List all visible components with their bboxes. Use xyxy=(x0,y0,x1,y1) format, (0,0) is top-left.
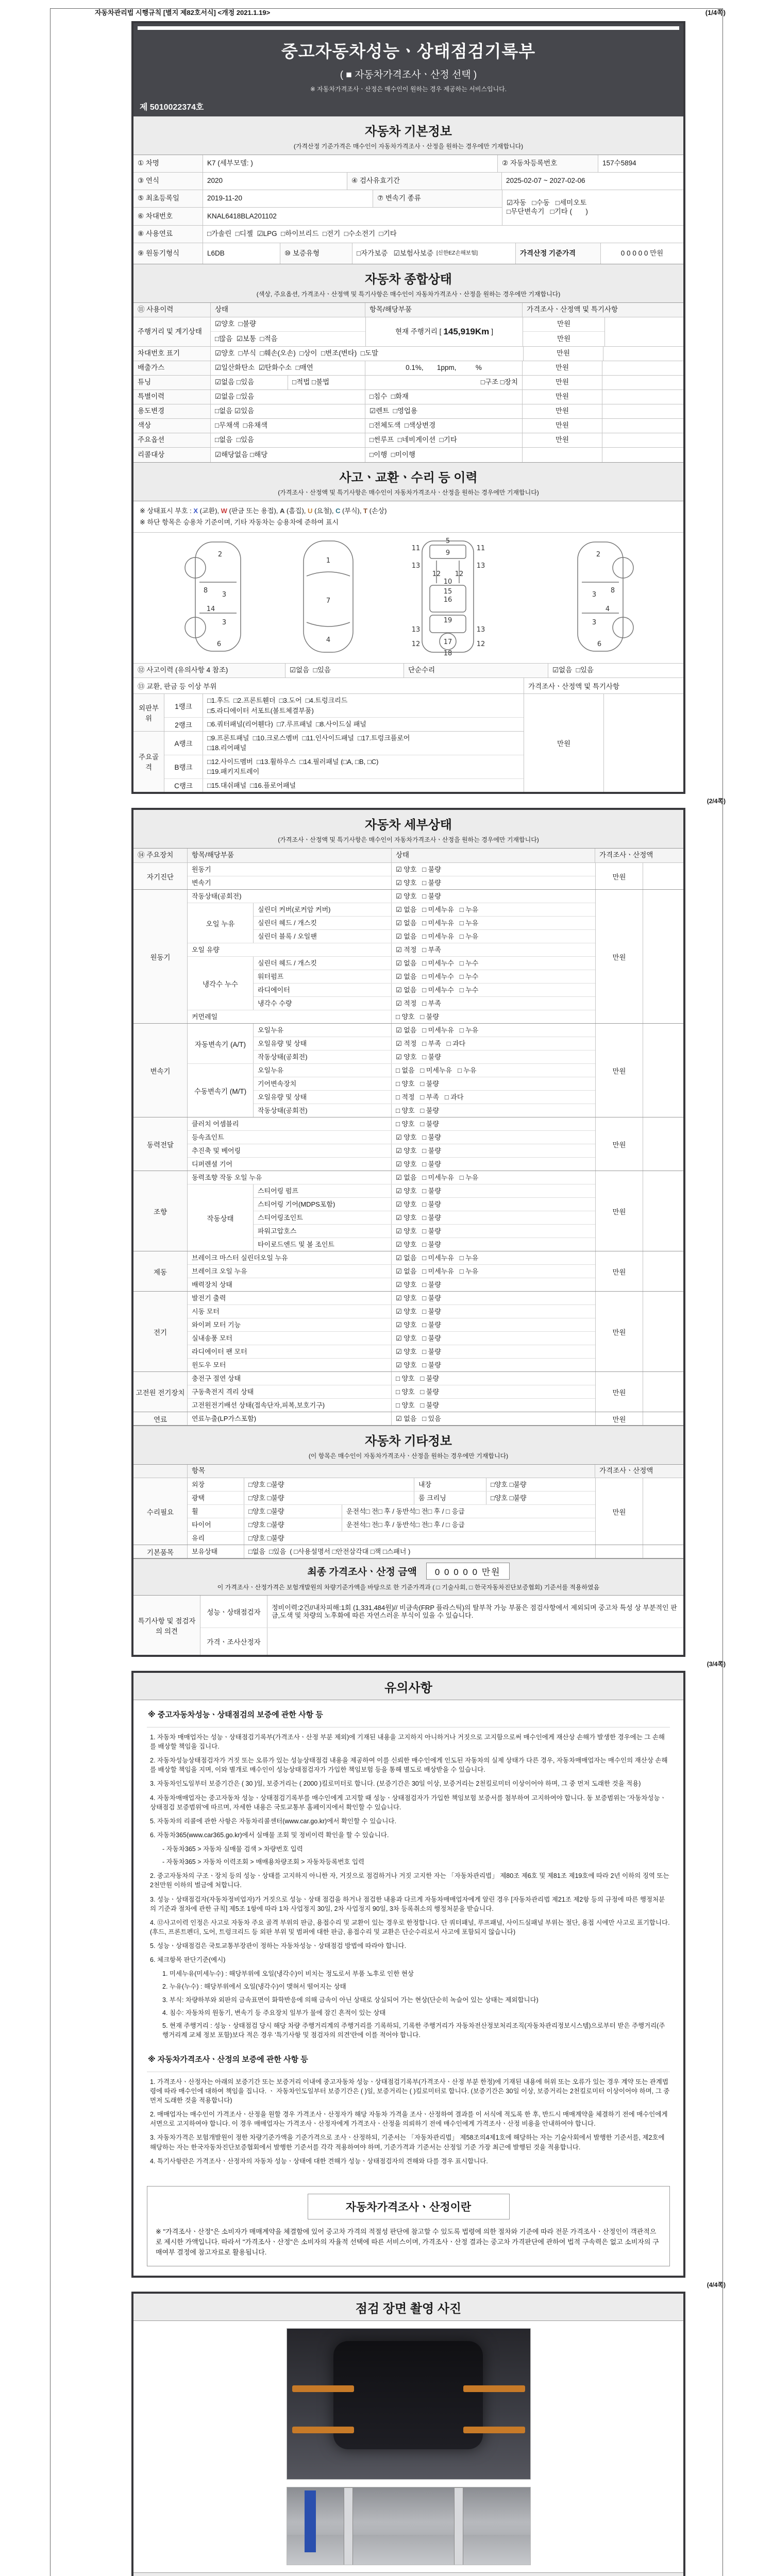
rank-label: 2랭크 xyxy=(164,718,203,731)
svg-text:2: 2 xyxy=(596,551,601,559)
transmission-checkboxes-2: □무단변속기 □기타 ( ) xyxy=(507,208,588,215)
symbol-u: U xyxy=(308,507,313,515)
column-header: 가격조사ㆍ산정액 xyxy=(599,1467,653,1475)
transmission-checkboxes: ☑자동 □수동 □세미오토 xyxy=(507,199,587,207)
notice-item: 2. 중고자동차의 구조ㆍ장치 등의 성능ㆍ상태를 고지하지 아니한 자, 거짓으로 점검하거나 거짓 고지한 자는 「자동차관리법」 제80조 제6호 및 제81조 제19호에 따라 2년 이하의 징역 또는 2천만원 이하의 벌금에 처합니다. xyxy=(150,1872,669,1889)
car-damage-diagram xyxy=(133,533,683,664)
option-type-checkboxes: □썬루프 □네비게이션 □기타 xyxy=(365,433,523,447)
final-price-note: 이 가격조사ㆍ산정가격은 보험개발원의 차량기준가액을 바탕으로 한 기준가격과 ( □ 기술사회, □ 한국자동차진단보증협회) 기준서를 적용하였음 xyxy=(217,1584,600,1591)
section-note: (가격조사ㆍ산정액 및 특기사항은 매수인이 자동차가격조사ㆍ산정을 원하는 경우에만 기재합니다) xyxy=(278,489,539,496)
section-title: 점검 장면 촬영 사진 xyxy=(355,2302,462,2316)
detail-group-electric: 전기 발전기 출력 ☑ 양호 □ 불량 시동 모터 ☑ 양호 □ 불량 와이퍼 모터 기능 ☑ 양호 □ 불량 실내송풍 모터 ☑ 양호 □ 불량 라디에이터 팬 모터 ☑ 양호 □ 불량 윈도우 모터 ☑ 양호 □ 불량 만원 xyxy=(133,1292,683,1372)
detail-group-engine: 원동기 작동상태(공회전) ☑ 양호 □ 불량 오일 누유 실린더 커버(로커암 커버) ☑ 없음 □ 미세누유 □ 누유 실린더 헤드 / 개스킷 ☑ 없음 □ 미세누유 □ 누유 실린더 블록 / 오일팬 ☑ 없음 □ 미세누유 □ 누유 오일 유량 ☑ 적정 □ 부족 냉각수 누수 실린더 헤드 / 개스킷 ☑ 없음 □ 미세누수 □ 누수 워터펌프 ☑ 없음 □ 미세누수 □ 누수 라디에이터 ☑ 없음 □ 미세누수 □ 누수 냉각수 수량 ☑ 적정 □ 부족 커먼레일 □ 양호 □ 불량 만원 xyxy=(133,890,683,1024)
svg-text:5: 5 xyxy=(445,537,450,546)
field-label: ⑦ 변속기 종류 xyxy=(373,190,502,207)
price-unit: 만원 xyxy=(523,404,602,418)
svg-text:1: 1 xyxy=(326,557,331,565)
base-price-label: 가격산정 기준가격 xyxy=(516,243,601,264)
accident-history-label: ⑫ 사고이력 (유의사항 4 참조) xyxy=(133,664,285,677)
price-unit: 만원 xyxy=(523,419,602,433)
inspector-opinion-section xyxy=(133,1596,683,1655)
subgroup-label: 오일 누유 xyxy=(188,903,254,943)
page1-box xyxy=(131,21,685,794)
detail-group-steering: 조향 동력조향 작동 오일 누유 ☑ 없음 □ 미세누유 □ 누유 작동상태 스티어링 펌프 ☑ 양호 □ 불량 스티어링 기어(MDPS포함) ☑ 양호 □ 불량 스티어링조인트 ☑ 양호 □ 불량 파워고압호스 ☑ 양호 □ 불량 타이로드엔드 및 볼 조인트 ☑ 양호 □ 불량 만원 xyxy=(133,1171,683,1251)
special-history-checkboxes: ☑없음 □있음 xyxy=(211,390,365,404)
detail-header-row xyxy=(133,849,683,863)
lift-arm xyxy=(463,2385,525,2392)
overall-row-option xyxy=(133,433,683,448)
current-mileage: 현재 주행거리 [ 145,919Km ] xyxy=(366,317,523,346)
price-unit: 만원 xyxy=(595,1478,643,1545)
svg-text:2: 2 xyxy=(217,551,223,559)
svg-text:12: 12 xyxy=(455,570,464,579)
notice-subitem: 2. 누유(누수) : 해당부위에서 오일(냉각수)이 맺혀서 떨어지는 상태 xyxy=(162,1983,346,1991)
svg-text:16: 16 xyxy=(443,596,452,604)
symbol-t: T xyxy=(363,507,368,515)
lift-post xyxy=(344,2487,353,2565)
section-basic-info xyxy=(133,116,683,155)
price-unit: 만원 xyxy=(595,1251,643,1291)
price-unit: 만원 xyxy=(523,376,602,389)
garage-sign xyxy=(305,2490,316,2552)
device-group-label: 원동기 xyxy=(133,890,188,1023)
column-header: 항목/해당부품 xyxy=(188,849,392,862)
option-checkboxes: □없음 □있음 xyxy=(211,433,365,447)
document-subtitle: ( ■ 자동차가격조사ㆍ산정 선택 ) xyxy=(340,70,477,80)
device-group-label: 제동 xyxy=(133,1251,188,1291)
basic-row-fuel xyxy=(133,226,683,243)
symbol-a: A xyxy=(280,507,285,515)
panel-group-label: 외판부위 xyxy=(133,694,164,731)
usechange-checkboxes: □없음 ☑있음 xyxy=(211,404,365,418)
tuning-type-checkboxes: □구조 □장치 xyxy=(365,376,523,389)
overall-row-special xyxy=(133,390,683,404)
field-label: ⑧ 사용연료 xyxy=(133,226,203,243)
notice-item: 2. 자동차성능상태점검자가 거짓 또는 오류가 있는 성능상태점검 내용을 제공하여 이를 신뢰한 매수인에게 인도된 자동차의 실제 상태가 다른 경우, 자동차매매업자는 매수인의 재산상 손해를 배상할 책임을 지며, 이와 별개로 매수인이 성능상태점검자가 가입한 책임보험 등을 통해 별도로 배상받을 수 있습니다. xyxy=(150,1757,668,1774)
legend-note: ※ 하단 항목은 승용차 기준이며, 기타 자동차는 승용차에 준하여 표시 xyxy=(140,518,339,527)
notice-subitem: 1. 미세누유(미세누수) : 해당부위에 오일(냉각수)이 비치는 정도로서 부품 노후로 인한 현상 xyxy=(162,1970,414,1978)
notice-item: 2. 매매업자는 매수인이 가격조사ㆍ산정을 원할 경우 가격조사ㆍ산정자가 해당 자동차 가격을 조사ㆍ산정하여 결과를 이 서식에 적도록 한 후, 반드시 매매계약을 체결하기 전에 매수인에게 서면으로 고지하여야 합니다. 이 경우 매매업자는 가격조사ㆍ산정자에게 가격조사ㆍ산정을 의뢰하기 전에 매수인에게 가격조사ㆍ산정 비용을 안내하여야 합니다. xyxy=(150,2111,668,2128)
price-note-blank xyxy=(605,317,683,346)
info-box-body: ※ "가격조사ㆍ산정"은 소비자가 매매계약을 체결함에 있어 중고차 가격의 적절성 판단에 참고할 수 있도록 법령에 의한 절차와 기준에 따라 전문 가격조사ㆍ산정인이 객관적으로 제시한 가액입니다. 따라서 "가격조사ㆍ산정"은 소비자의 자율적 선택에 따른 서비스이며, 가격조사ㆍ산정 결과는 중고차 가격판단에 관하여 법적 구속력은 없고 소비자의 구매여부 결정에 참고자료로 활용됩니다. xyxy=(156,2227,659,2257)
section-note: (가격산정 기준가격은 매수인이 자동차가격조사ㆍ산정을 원하는 경우에만 기재합니다) xyxy=(293,143,524,150)
section-title: 자동차 기본정보 xyxy=(365,125,452,139)
page-number-2: (2/4쪽) xyxy=(707,798,726,805)
device-group-label: 고전원 전기장치 xyxy=(133,1372,188,1412)
notice-item: 1. 자동차 매매업자는 성능ㆍ상태점검기록부(가격조사ㆍ산정 부분 제외)에 기재된 내용을 고지하지 아니하거나 거짓으로 고지함으로써 매수인에게 재산상 손해가 발생한 경우에는 그 손해를 배상할 책임을 집니다. xyxy=(150,1733,665,1751)
section-note: (이 항목은 매수인이 자동차가격조사ㆍ산정을 원하는 경우에만 기재합니다) xyxy=(308,1452,509,1460)
column-header: 가격조사ㆍ산정액 및 특기사항 xyxy=(527,306,618,314)
svg-text:12: 12 xyxy=(432,570,441,579)
svg-text:14: 14 xyxy=(206,605,215,614)
state-symbol-legend: ※ 상태표시 부호 : X (교환), W (판금 또는 용접), A (흠집), U (요철), C (부식), T (손상) ※ 하단 항목은 승용차 기준이며, 기타 자동차는 승용차에 준하여 표시 xyxy=(133,501,683,533)
car-underbody-shape xyxy=(333,2341,483,2449)
svg-text:4: 4 xyxy=(605,605,610,614)
symbol-c: C xyxy=(335,507,341,515)
lift-arm xyxy=(292,2427,354,2433)
notice-item: 6. 체크항목 판단기준(예시) xyxy=(150,1956,226,1964)
detail-group-powertrain: 동력전달 클러치 어셈블리 □ 양호 □ 불량 등속죠인트 ☑ 양호 □ 불량 추진축 및 베어링 ☑ 양호 □ 불량 디퍼렌셜 기어 ☑ 양호 □ 불량 만원 xyxy=(133,1117,683,1171)
detail-group-highvoltage: 고전원 전기장치 충전구 절연 상태 □ 양호 □ 불량 구동축전지 격리 상태 □ 양호 □ 불량 고전원전기배선 상태(접속단자,피복,보호기구) □ 양호 □ 불량 만원 xyxy=(133,1372,683,1412)
basic-row-name xyxy=(133,155,683,173)
inspector-opinion-text: 정비이력:2건//내차피해:1회 (1,331,484원)// 비금속(FRP 플라스틱)의 탈부착 가능 부품은 점검사항에서 제외되며 중고차 특성 상 부분적인 판금,도색 및 차량의 노후화에 따른 자연스러운 부식이 있을 수 있습니다. xyxy=(272,1603,677,1620)
price-unit: 만원 xyxy=(557,334,571,343)
overall-row-recall xyxy=(133,448,683,462)
mileage-state-checkboxes: ☑양호 □불량 xyxy=(211,317,365,332)
svg-text:12: 12 xyxy=(476,640,485,649)
section-title: 자동차 기타정보 xyxy=(365,1434,452,1449)
row-label: 특별이력 xyxy=(133,390,211,404)
section-title: 사고ㆍ교환ㆍ수리 등 이력 xyxy=(339,471,478,485)
page2-box xyxy=(131,808,685,1657)
column-header: ⑪ 사용이력 xyxy=(133,303,211,317)
overall-header-row xyxy=(133,303,683,317)
notice-subitem: - 자동차365 > 자동차 실매물 검색 > 차량번호 입력 xyxy=(162,1845,303,1853)
price-unit: 만원 xyxy=(595,1024,643,1117)
accident-history-checkboxes: ☑없음 □있음 xyxy=(285,664,404,677)
price-unit: 만원 xyxy=(523,317,604,332)
basic-row-year xyxy=(133,173,683,190)
simple-repair-checkboxes: ☑없음 □있음 xyxy=(552,666,594,674)
notice-subsection-2: ※ 자동차가격조사ㆍ산정의 보증에 관한 사항 등 xyxy=(147,2048,670,2072)
inspection-photo-garage xyxy=(287,2487,531,2565)
warranty-checkboxes: □자가보증 ☑보험사보증 xyxy=(357,249,433,257)
section-title: 자동차 종합상태 xyxy=(365,273,452,286)
car-views-svg xyxy=(133,536,683,657)
rank-label: B랭크 xyxy=(164,755,203,778)
row-label: 튜닝 xyxy=(133,376,211,389)
svg-text:6: 6 xyxy=(597,640,602,649)
column-header: 상태 xyxy=(392,849,595,862)
section-note: (색상, 주요옵션, 가격조사ㆍ산정액 및 특기사항은 매수인이 자동차가격조사ㆍ산정을 원하는 경우에만 기재합니다) xyxy=(256,291,561,298)
svg-text:9: 9 xyxy=(445,549,450,557)
basic-row-engine xyxy=(133,243,683,264)
basic-row-reg-vin xyxy=(133,190,683,226)
overall-row-tuning xyxy=(133,376,683,390)
svg-text:3: 3 xyxy=(592,619,597,627)
field-label: ① 차명 xyxy=(133,155,203,172)
price-unit: 만원 xyxy=(595,1412,643,1425)
device-group-label: 변속기 xyxy=(133,1024,188,1117)
svg-text:3: 3 xyxy=(222,591,227,599)
price-unit: 만원 xyxy=(595,1171,643,1251)
page3-box xyxy=(131,1671,685,2278)
page-number-4: (4/4쪽) xyxy=(707,2281,726,2289)
price-unit: 만원 xyxy=(595,1292,643,1371)
field-label: ③ 연식 xyxy=(133,173,203,190)
symbol-x: X xyxy=(193,507,198,515)
row-label: 주행거리 및 계기상태 xyxy=(133,317,211,346)
notice-item: 5. 자동차의 리콜에 관한 사항은 자동차리콜센터(www.car.go.kr)에서 확인할 수 있습니다. xyxy=(150,1817,396,1825)
header-divider xyxy=(138,26,679,30)
svg-text:3: 3 xyxy=(592,591,597,599)
price-unit: 만원 xyxy=(595,1372,643,1412)
price-unit: 만원 xyxy=(523,361,602,375)
detail-group-brake: 제동 브레이크 마스터 실린더오일 누유 ☑ 없음 □ 미세누유 □ 누유 브레이크 오일 누유 ☑ 없음 □ 미세누유 □ 누유 배력장치 상태 ☑ 양호 □ 불량 만원 xyxy=(133,1251,683,1292)
subgroup-label: 작동상태 xyxy=(188,1184,254,1251)
svg-text:15: 15 xyxy=(443,588,452,596)
tuning-checkboxes: ☑없음 □있음 xyxy=(211,376,288,389)
device-group-label: 동력전달 xyxy=(133,1117,188,1171)
notice-subitem: 3. 부식: 차량하부와 외판의 금속표면이 화학반응에 의해 금속이 아닌 상태로 상실되어 가는 현상(단순히 녹슬어 있는 상태는 제외합니다) xyxy=(162,1996,539,2004)
etc-header-row xyxy=(133,1465,683,1478)
svg-text:10: 10 xyxy=(443,578,452,586)
section-notice xyxy=(133,1673,683,1700)
vin-marking-checkboxes: ☑양호 □부식 □훼손(오손) □상이 □변조(변타) □도말 xyxy=(211,347,524,361)
panel-group-label: 주요골격 xyxy=(133,732,164,792)
column-header: 항목 xyxy=(188,1465,595,1478)
document-number: 제 5010022374호 xyxy=(140,103,204,112)
price-unit: 만원 xyxy=(595,863,643,889)
lift-post xyxy=(454,2487,463,2565)
row-label: 색상 xyxy=(133,419,211,433)
notice-item: 3. 성능ㆍ상태점검자(자동차정비업자)가 거짓으로 성능ㆍ상태 점검을 하거나 점검한 내용과 다르게 자동차매매업자에게 알린 경우 [자동차관리법 제21조 제2항 등의 규정에 따른 행정처분의 기준과 절차에 관한 규칙] 제5조 1항에 따라 1차 사업정지 30일, 2차 사업정지 90일, 3차 등록취소의 행정처분을 받습니다. xyxy=(150,1895,665,1912)
svg-text:11: 11 xyxy=(476,545,485,553)
notice-item: 4. 특기사항란은 가격조사ㆍ산정자의 자동차 성능ㆍ상태에 대한 견해가 성능ㆍ상태점검자의 견해와 다를 경우 표시합니다. xyxy=(150,2157,488,2165)
svg-text:8: 8 xyxy=(610,587,615,595)
page-number-3: (3/4쪽) xyxy=(707,1660,726,1668)
notice-item: 6. 자동차365(www.car365.go.kr)에서 실매물 조회 및 정비이력 확인을 할 수 있습니다. xyxy=(150,1831,389,1839)
notice-subitem: - 자동차365 > 자동차 이력조회 > 매매용차량조회 > 자동차등록번호 입력 xyxy=(162,1858,365,1866)
accident-history-row xyxy=(133,664,683,678)
notice-item: 3. 자동차인도일부터 보증기간은 ( 30 )일, 보증거리는 ( 2000 )킬로미터로 합니다. (보증기간은 30일 이상, 보증거리는 2천킬로미터 이상이어야 하며, 그 중 먼저 도래한 것을 적용) xyxy=(150,1780,641,1788)
overall-row-usechange xyxy=(133,404,683,419)
engine-type-value: L6DB xyxy=(203,243,280,264)
column-header: 항목/해당부품 xyxy=(365,303,523,317)
document-note: ※ 자동차가격조사ㆍ산정은 매수인이 원하는 경우 제공하는 서비스입니다. xyxy=(310,86,507,93)
svg-text:19: 19 xyxy=(443,617,452,625)
price-unit: 만원 xyxy=(595,1117,643,1171)
field-label: ④ 검사유효기간 xyxy=(347,173,502,190)
fuel-checkboxes: □가솔린 □디젤 ☑LPG □하이브리드 □전기 □수소전기 □기타 xyxy=(207,230,397,238)
detail-group-fuel: 연료 연료누출(LP가스포함) ☑ 없음 □ 있음 만원 xyxy=(133,1412,683,1426)
form-meta-line xyxy=(95,7,726,17)
section-etc-info xyxy=(133,1426,683,1465)
svg-text:13: 13 xyxy=(476,626,485,634)
overall-row-emission xyxy=(133,361,683,376)
warranty-insurer: [신한EZ손해보험] xyxy=(436,250,478,257)
rank-label: 1랭크 xyxy=(164,694,203,717)
garage-floor xyxy=(287,2535,530,2565)
exchange-panel-section: ⑬ 교환, 판금 등 이상 부위 외판부위 1랭크 □1.후드 □2.프론트휀더 □3.도어 □4.트렁크리드 □5.라디에이터 서포트(볼트체결부품) 2랭크 □6.쿼터패널(리어휀다) □7.루프패널 □8.사이드실 패널 주요골격 A랭크 □9.프론트패널 □10.크로스멤버 □11.인사이드패널 □17.트렁크플로어 □18.리어패널 B랭크 □12.사이드멤버 □13.휠하우스 □14.필러패널 (□A, □B, □C) □19.패키지트레이 C랭크 □15.대쉬패널 □16.플로어패널 가격조사ㆍ산정액 및 특기사항 만원 xyxy=(133,678,683,792)
notice-item: 5. 성능ㆍ상태점검은 국토교통부장관이 정하는 자동차성능ㆍ상태점검 방법에 따라야 합니다. xyxy=(150,1942,407,1950)
svg-text:4: 4 xyxy=(326,636,331,645)
notice-item: 4. 자동차매매업자는 중고자동차 성능ㆍ상태점검기록부를 매수인에게 고지할 때 성능ㆍ상태점검자가 가입한 책임보험 보증서를 첨부하여 고지하여야 합니다. 동 보증범위는 '자동차성능ㆍ상태점검 보증범위'에 따르며, 자세한 내용은 국토교통부 홈페이지에서 확인할 수 있습니다. xyxy=(150,1794,666,1811)
mileage-amount-checkboxes: □많음 ☑보통 □적음 xyxy=(215,334,278,343)
field-label: ⑤ 최초등록일 xyxy=(133,190,203,207)
subgroup-label: 수동변속기 (M/T) xyxy=(188,1064,254,1117)
row-label: 용도변경 xyxy=(133,404,211,418)
special-history-type: □침수 □화재 xyxy=(365,390,523,404)
subgroup-label: 냉각수 누수 xyxy=(188,957,254,1010)
inspector-label: 성능ㆍ상태점검자 xyxy=(200,1596,267,1628)
notice-item: 3. 자동차가격은 보험개발원이 정한 차량기준가액을 기준가격으로 조사ㆍ산정하되, 기준서는 「자동차관리법」 제58조의4제1호에 해당하는 자는 기술사회에서 발행한 기준서를, 제2호에 해당하는 자는 한국자동차진단보증협회에서 발행한 기준서를 각각 적용하여야 하며, 기준가격과 기준서는 산정일 기준 가장 최근에 발행된 것을 적용합니다. xyxy=(150,2134,665,2151)
price-unit: 만원 xyxy=(524,347,603,361)
column-header: ⑭ 주요장치 xyxy=(133,849,188,862)
svg-text:3: 3 xyxy=(222,619,227,627)
emission-values: 0.1%, 1ppm, % xyxy=(365,361,523,375)
final-price-value: 0 0 0 0 0 만원 xyxy=(426,1563,510,1580)
notice-item: 1. 가격조사ㆍ산정자는 아래의 보증기간 또는 보증거리 이내에 중고자동차 성능ㆍ상태점검기록부(가격조사ㆍ산정 부분 한정)에 기재된 내용에 허위 또는 오류가 있는 경우 계약 또는 관계법령에 따라 매수인에 대하여 책임을 집니다. ㆍ 자동차인도일부터 보증기간은 ( )일, 보증거리는 ( )킬로미터로 합니다. (보증기간은 30일 이상, 보증거리는 2천킬로미터 이상이어야 하며, 그 중 먼저 도래한 것을 적용합니다) xyxy=(150,2078,670,2105)
exchange-header: ⑬ 교환, 판금 등 이상 부위 xyxy=(133,678,524,694)
model-year-value: 2020 xyxy=(203,173,347,190)
section-title: 유의사항 xyxy=(384,1681,432,1696)
price-column-header: 가격조사ㆍ산정액 및 특기사항 xyxy=(524,678,683,694)
overall-row-color xyxy=(133,419,683,433)
device-group-label: 전기 xyxy=(133,1292,188,1371)
law-reference: 자동차관리법 시행규칙 [별지 제82호서식] <개정 2021.1.19> xyxy=(95,9,271,16)
notice-subitem: 5. 현재 주행거리 : 성능ㆍ상태점검 당시 해당 차량 주행거리계의 주행거리를 기록하되, 기록한 주행거리가 자동차전산정보처리조직(자동차관리정보시스템)으로부터 받은 주행거리(주행거리계 교체 정보 포함)보다 적은 경우 '특기사항 및 점검자의 의견'란에 이를 적어야 합니다. xyxy=(162,2022,665,2039)
notice-subitem: 4. 침수: 자동차의 원동기, 변속기 등 주요장치 일부가 물에 잠긴 흔적이 있는 상태 xyxy=(162,2009,386,2016)
field-label: ⑥ 차대번호 xyxy=(133,208,203,225)
final-price-label: 최종 가격조사ㆍ산정 금액 xyxy=(307,1567,417,1578)
mileage-value: 145,919Km xyxy=(443,327,490,337)
page4-box xyxy=(131,2292,685,2576)
info-box-title: 자동차가격조사ㆍ산정이란 xyxy=(308,2194,510,2219)
lift-arm xyxy=(292,2385,354,2392)
subgroup-label: 자동변속기 (A/T) xyxy=(188,1024,254,1063)
detail-group-transmission: 변속기 자동변속기 (A/T) 오일누유 ☑ 없음 □ 미세누유 □ 누유 오일유량 및 상태 ☑ 적정 □ 부족 □ 과다 작동상태(공회전) ☑ 양호 □ 불량 수동변속기 (M/T) 오일누유 □ 없음 □ 미세누유 □ 누유 기어변속장치 □ 양호 □ 불량 오일유량 및 상태 □ 적정 □ 부족 □ 과다 작동상태(공회전) □ 양호 □ 불량 만원 xyxy=(133,1024,683,1117)
overall-row-mileage xyxy=(133,317,683,347)
svg-text:18: 18 xyxy=(443,650,452,658)
section-detail-state xyxy=(133,810,683,849)
final-price-band xyxy=(133,1558,683,1596)
emission-checkboxes: ☑일산화탄소 ☑탄화수소 □매연 xyxy=(211,361,365,375)
lift-arm xyxy=(463,2427,525,2433)
device-group-label: 연료 xyxy=(133,1412,188,1425)
svg-text:13: 13 xyxy=(411,562,421,570)
inspection-photo-underbody xyxy=(287,2328,531,2480)
svg-text:13: 13 xyxy=(476,562,485,570)
etc-group-repair: 수리필요 외장 □양호 □불량 내장 □양호 □불량 광택 □양호 □불량 룸 크리닝 □양호 □불량 휠 □양호 □불량 운전석□ 전□ 후 / 동반석□ 전□ 후 / □ 응급 타이어 □양호 □불량 운전석□ 전□ 후 / 동반석□ 전□ 후 / □ 응급 유리 □양호 □불량 만원 xyxy=(133,1478,683,1545)
appraiser-label: 가격ㆍ조사산정자 xyxy=(200,1628,267,1655)
field-label: ⑩ 보증유형 xyxy=(280,243,352,264)
symbol-w: W xyxy=(221,507,227,515)
section-accident-history xyxy=(133,462,683,501)
detail-group-selfdiag: 자기진단 원동기 ☑ 양호 □ 불량 변속기 ☑ 양호 □ 불량 만원 xyxy=(133,863,683,890)
column-header: 상태 xyxy=(211,303,365,317)
section-note: (가격조사ㆍ산정액 및 특기사항은 매수인이 자동차가격조사ㆍ산정을 원하는 경우에만 기재합니다) xyxy=(278,836,539,844)
color-change-checkboxes: □전체도색 □색상변경 xyxy=(365,419,523,433)
section-title: 자동차 세부상태 xyxy=(365,818,452,833)
color-checkboxes: □무채색 □유채색 xyxy=(211,419,365,433)
row-label: 주요옵션 xyxy=(133,433,211,447)
svg-text:8: 8 xyxy=(203,587,208,595)
tuning-legal-checkboxes: □적법 □불법 xyxy=(288,376,365,389)
notice-item: 4. ⑫사고이력 인정은 사고로 자동차 주요 골격 부위의 판금, 용접수리 및 교환이 있는 경우로 한정합니다. 단 쿼터패널, 루프패널, 사이드실패널 부위는 절단, 용접 시에만 사고로 표기합니다. (후드, 프론트펜더, 도어, 트렁크리드 등 외판 부위 및 범퍼에 대한 판금, 용접수리 및 교환은 단순수리로서 사고에 포함되지 않습니다) xyxy=(150,1919,670,1936)
row-label: 리콜대상 xyxy=(133,448,211,462)
usechange-type: ☑렌트 □영업용 xyxy=(365,404,523,418)
svg-text:6: 6 xyxy=(216,640,222,649)
rank-label: C랭크 xyxy=(164,779,203,792)
field-label: ⑨ 원동기형식 xyxy=(133,243,203,264)
simple-repair-label: 단순수리 xyxy=(404,664,548,677)
section-overall-state xyxy=(133,264,683,303)
page-number-1: (1/4쪽) xyxy=(705,9,726,16)
overall-row-vin-marking xyxy=(133,347,683,361)
recall-state-checkboxes: □이행 □미이행 xyxy=(365,448,523,462)
price-unit: 만원 xyxy=(523,390,602,404)
recall-checkboxes: ☑해당없음 □해당 xyxy=(211,448,365,462)
field-label: ② 자동차등록번호 xyxy=(498,155,598,172)
opinion-group-label: 특기사항 및 점검자의 의견 xyxy=(133,1596,200,1655)
notice-subsection-1: ※ 중고자동차성능ㆍ상태점검의 보증에 관한 사항 등 xyxy=(147,1703,670,1727)
inspection-validity-value: 2025-02-07 ~ 2027-02-06 xyxy=(506,177,585,185)
price-unit: 만원 xyxy=(595,890,643,1023)
appraiser-opinion-text xyxy=(267,1628,683,1655)
etc-group-label: 기본품목 xyxy=(133,1545,188,1558)
svg-text:7: 7 xyxy=(326,597,331,605)
column-header: 가격조사ㆍ산정액 xyxy=(599,851,653,859)
etc-group-label: 수리필요 xyxy=(133,1478,188,1545)
document-header xyxy=(133,23,683,116)
row-label: 배출가스 xyxy=(133,361,211,375)
price-unit: 만원 xyxy=(523,433,602,447)
vehicle-name-value: K7 (세부모델: ) xyxy=(203,155,498,172)
svg-text:17: 17 xyxy=(443,638,452,647)
vin-value: KNAL6418BLA201102 xyxy=(207,212,277,220)
document-title: 중고자동차성능ㆍ상태점검기록부 xyxy=(281,42,536,61)
base-price-value: 0 0 0 0 0 만원 xyxy=(620,249,664,257)
svg-text:13: 13 xyxy=(411,626,421,634)
etc-group-basic-items: 기본품목 보유상태 □없음 □있음 ( □사용설명서 □안전삼각대 □잭 □스패너 ) xyxy=(133,1545,683,1558)
row-label: 차대번호 표기 xyxy=(133,347,211,361)
device-group-label: 자기진단 xyxy=(133,863,188,889)
notice-body xyxy=(133,1700,683,2178)
plate-number-value: 157수5894 xyxy=(602,159,636,167)
device-group-label: 조향 xyxy=(133,1171,188,1251)
svg-text:12: 12 xyxy=(411,640,421,649)
first-registration-value: 2019-11-20 xyxy=(203,190,373,207)
rank-label: A랭크 xyxy=(164,732,203,755)
section-photos xyxy=(133,2294,683,2321)
price-appraisal-info-box xyxy=(147,2186,670,2266)
price-unit: 만원 xyxy=(524,694,604,792)
svg-text:11: 11 xyxy=(411,545,421,553)
signature-section xyxy=(133,2572,683,2576)
